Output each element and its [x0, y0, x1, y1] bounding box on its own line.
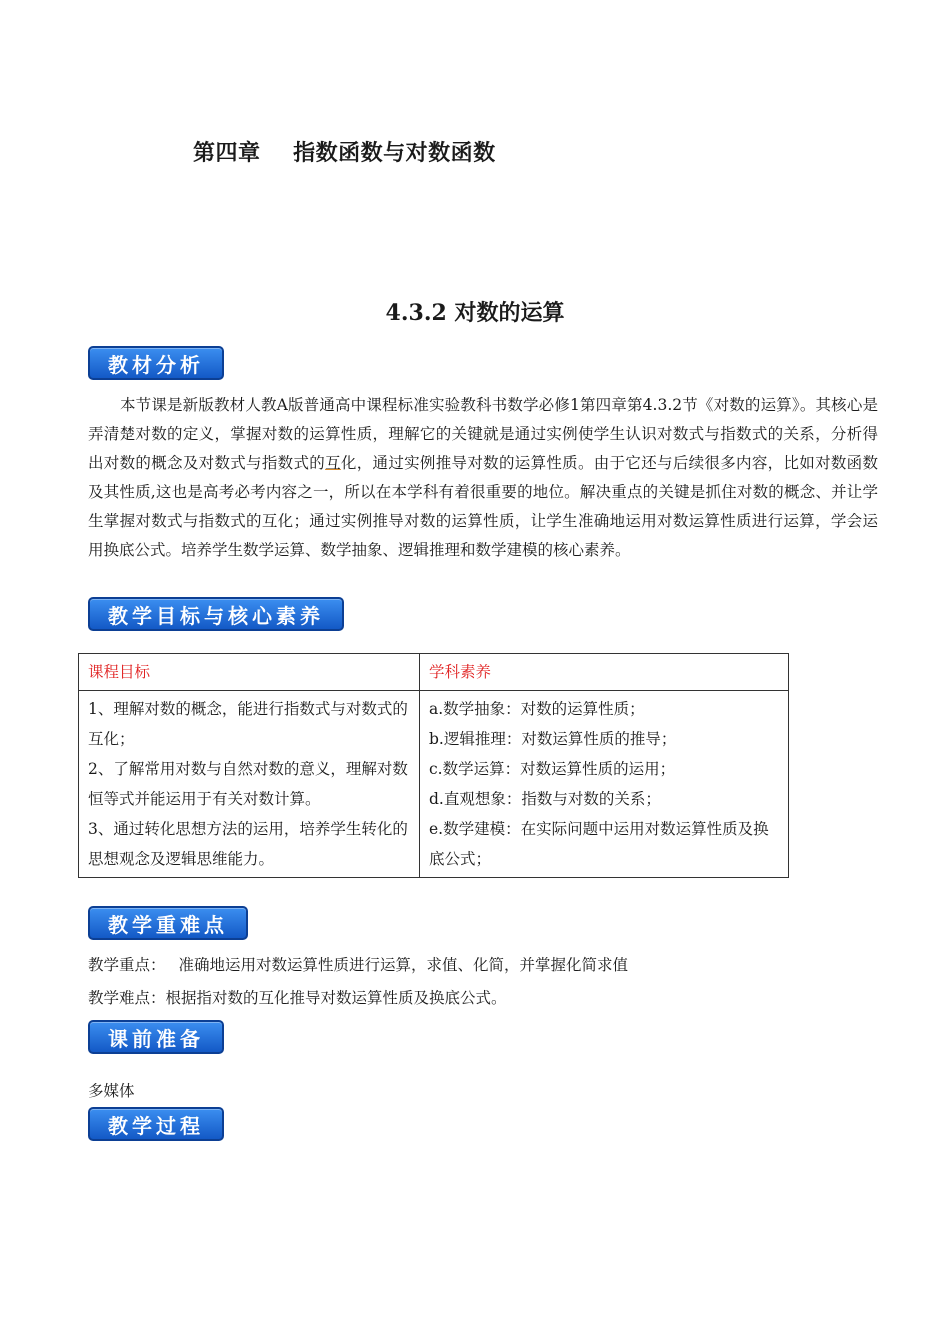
preparation-text: 多媒体	[88, 1082, 135, 1100]
literacy-item: d.直观想象：指数与对数的关系；	[429, 790, 661, 808]
badge-preparation: 课前准备	[88, 1020, 224, 1054]
analysis-text-after: 化，通过实例推导对数的运算性质。由于它还与后续很多内容，比如对数函数及其性质,这也是高考必考内容之一，所以在本学科有着很重要的地位。解决重点的关键是抓住对数的概念、并让学生掌握对数式与指数式的互化；通过实例推导对数的运算性质，让学生准确地运用对数运算性质进行运算，学会运用换底公式。培养学生数学运算、数学抽象、逻辑推理和数学建模的核心素养。	[88, 454, 878, 559]
goals-table-body-row	[79, 691, 789, 878]
literacy-item: b.逻辑推理：对数运算性质的推导；	[429, 730, 677, 748]
goals-table	[78, 653, 789, 878]
teaching-focus-label: 教学重点：	[88, 956, 166, 974]
analysis-text-mark: 互	[325, 454, 341, 472]
badge-textbook-analysis: 教材分析	[88, 346, 224, 380]
goals-course-cell	[79, 691, 420, 878]
course-goal-item: 1、理解对数的概念，能进行指数式与对数式的互化；	[88, 700, 408, 748]
goals-literacy-cell	[420, 691, 789, 878]
literacy-item: c.数学运算：对数运算性质的运用；	[429, 760, 676, 778]
goals-header-literacy: 学科素养	[420, 654, 789, 691]
badge-teaching-process: 教学过程	[88, 1107, 224, 1141]
section-title: 4.3.2 对数的运算	[385, 300, 565, 326]
badge-goals-literacy: 教学目标与核心素养	[88, 597, 344, 631]
literacy-item: a.数学抽象：对数的运算性质；	[429, 700, 645, 718]
chapter-title: 第四章 指数函数与对数函数	[193, 140, 496, 166]
teaching-difficulty-line	[88, 984, 507, 1012]
analysis-text-before: 本节课是新版教材人教A版普通高中课程标准实验教科书数学必修1第四章第4.3.2节《对数的运算》。其核心是弄清楚对数的定义，掌握对数的运算性质，理解它的关键就是通过实例使学生认识对数式与指数式的关系，分析得出对数的概念及对数式与指数式的	[88, 396, 878, 472]
teaching-difficulty-text-a: 根据指对数的互化	[165, 989, 290, 1007]
goals-header-course: 课程目标	[79, 654, 420, 691]
goals-table-header-row	[79, 654, 789, 691]
course-goal-item: 2、了解常用对数与自然对数的意义，理解对数恒等式并能运用于有关对数计算。	[88, 760, 408, 808]
teaching-difficulty-label: 教学难点：	[88, 989, 166, 1007]
teaching-difficulty-text-b: 推导对数运算性质及换底公式。	[289, 989, 507, 1007]
teaching-focus-text: 准确地运用对数运算性质进行运算，求值、化简，并掌握化简求值	[178, 956, 628, 974]
course-goal-item: 3、通过转化思想方法的运用，培养学生转化的思想观念及逻辑思维能力。	[88, 820, 408, 868]
analysis-paragraph	[88, 391, 878, 565]
badge-key-difficult-points: 教学重难点	[88, 906, 248, 940]
literacy-item: e.数学建模：在实际问题中运用对数运算性质及换底公式；	[429, 820, 769, 868]
teaching-focus-line	[88, 951, 628, 979]
